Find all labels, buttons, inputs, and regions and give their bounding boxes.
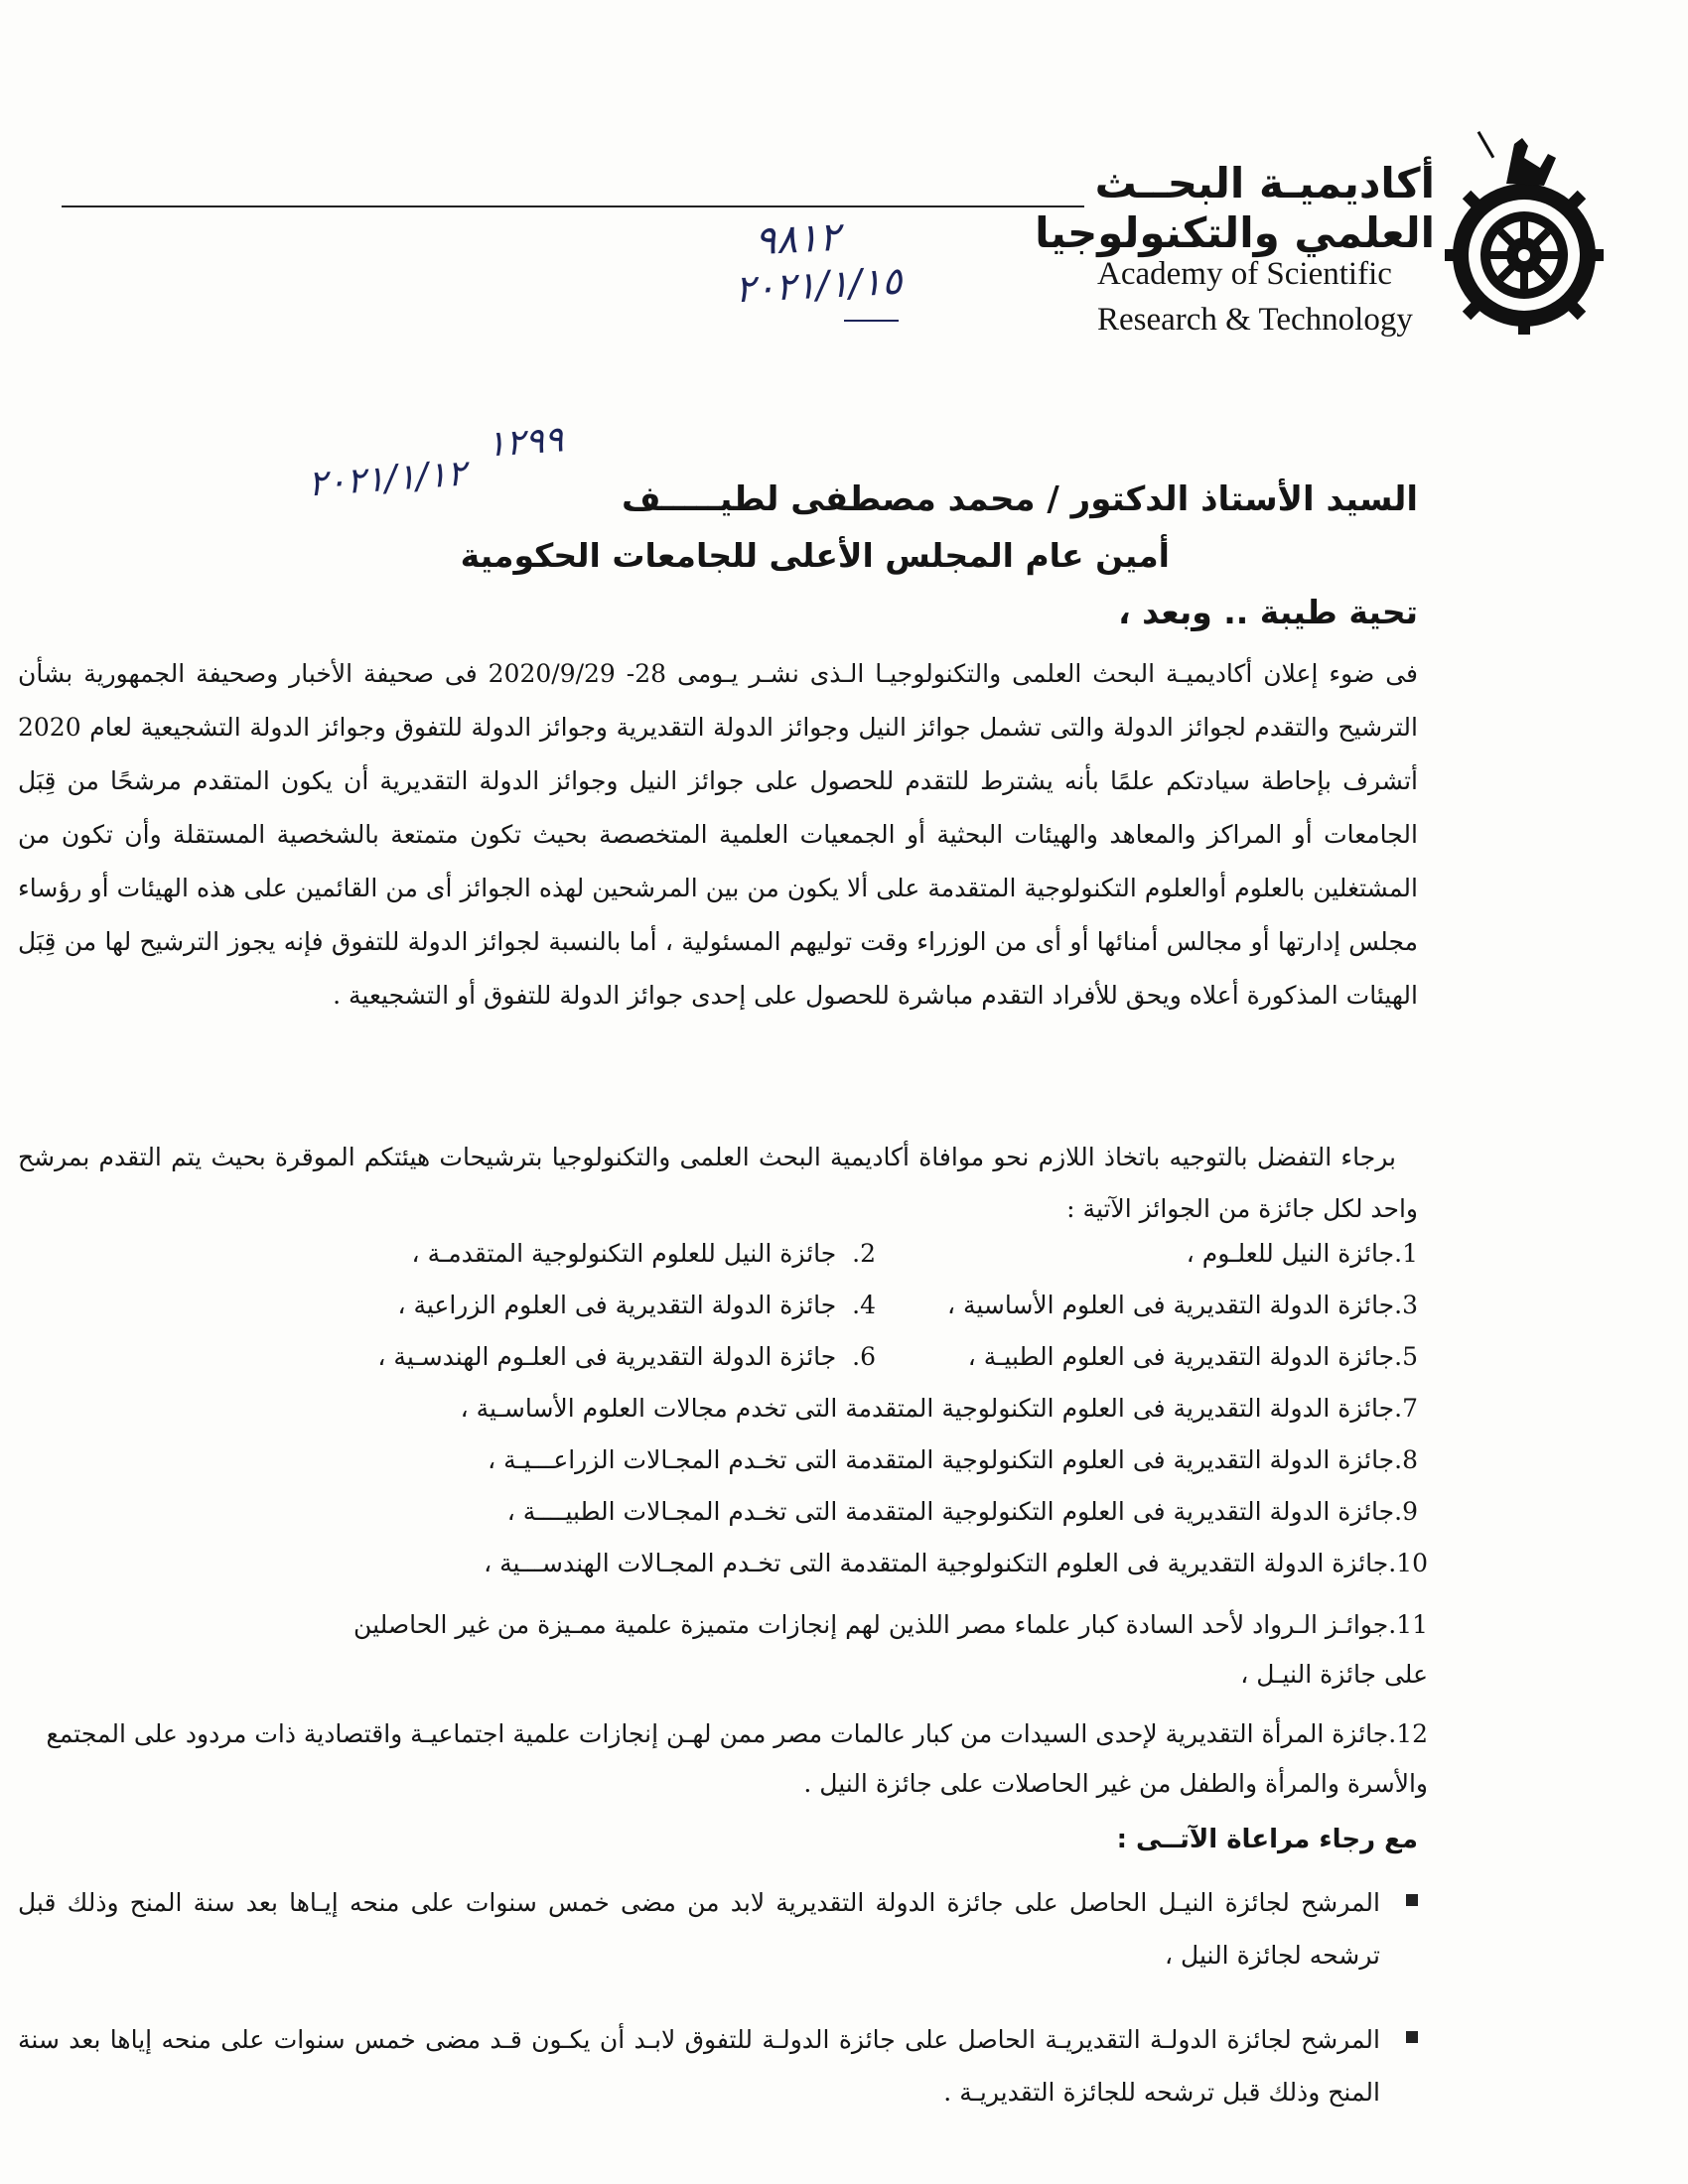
list-item (488, 1445, 1418, 1474)
list-item-text: جائزة النيل للعلوم التكنولوجية المتقدمـة ، (411, 1239, 837, 1268)
list-item-number: 6. (852, 1342, 876, 1371)
list-item-text: جائزة الدولة التقديرية فى العلوم التكنولوجية المتقدمة التى تخـدم المجـالات الهندســـية ، (484, 1549, 1389, 1577)
header-rule (62, 205, 1084, 207)
list-item (968, 1342, 1418, 1371)
list-item-text: جائزة الدولة التقديرية فى العلوم الطبيـة ، (967, 1342, 1395, 1371)
org-name-arabic-line2: العلمي والتكنولوجيا (1035, 208, 1435, 257)
list-item-number: 3. (1394, 1291, 1418, 1319)
list-item-text: جائزة النيل للعلـوم ، (1186, 1239, 1395, 1268)
list-item-text: جائزة الدولة التقديرية فى العلوم الزراعية ، (397, 1291, 837, 1319)
list-item-number: 2. (852, 1239, 876, 1268)
list-item-text: جائزة الدولة التقديرية فى العلوم التكنولوجية المتقدمة التى تخـدم المجـالات الطبيــــة ، (506, 1497, 1395, 1526)
list-item-number: 11. (1388, 1610, 1428, 1639)
list-item (18, 1709, 1428, 1809)
bullet-square-icon (1406, 1894, 1418, 1906)
list-item-number: 7. (1394, 1394, 1418, 1423)
list-item-text: جائزة الدولة التقديرية فى العلـوم الهندسـية ، (377, 1342, 837, 1371)
list-item-text: جائزة الدولة التقديرية فى العلوم التكنولوجية المتقدمة التى تخدم مجالات العلوم الأساسـية ، (460, 1394, 1395, 1423)
list-item-number: 10. (1388, 1549, 1428, 1577)
list-item (412, 1239, 876, 1268)
list-item (316, 1600, 1428, 1700)
greeting: تحية طيبة .. وبعد ، (1118, 593, 1418, 631)
bullet-square-icon (1406, 2031, 1418, 2043)
list-item (377, 1342, 876, 1371)
org-name-arabic-line1: أكاديميـة البحــث (1094, 159, 1435, 207)
list-item-number: 9. (1394, 1497, 1418, 1526)
addressee-title: أمين عام المجلس الأعلى للجامعات الحكومية (460, 536, 1170, 575)
note-item-text: المرشح لجائزة النيـل الحاصل على جائزة الدولة التقديرية لابد من مضى خمس سنوات على منحه إيـاها بعد سنة المنح وذلك قبل ترشحه لجائزة النيل ، (18, 1888, 1380, 1970)
handwritten-underline (844, 320, 899, 322)
list-item-number: 8. (1394, 1445, 1418, 1474)
note-item-text: المرشح لجائزة الدولـة التقديريـة الحاصل على جائزة الدولـة للتفوق لابـد أن يكـون قـد مضى خمس سنوات على منحه إياها بعد سنة المنح وذلك قبل ترشحه للجائزة التقديريـة . (18, 2025, 1380, 2107)
notes-heading: مع رجاء مراعاة الآتــى : (1116, 1825, 1418, 1854)
list-item-number: 4. (852, 1291, 876, 1319)
list-item-text: جائزة المرأة التقديرية لإحدى السيدات من كبار عالمات مصر ممن لهـن إنجازات علمية اجتماعيـة واقتصادية ذات مردود على المجتمع والأسرة والمرأة والطفل من غير الحاصلات على جائزة النيل . (46, 1719, 1428, 1798)
academy-gear-logo-icon (1445, 124, 1604, 338)
request-paragraph: برجاء التفضل بالتوجيه باتخاذ اللازم نحو موافاة أكاديمية البحث العلمى والتكنولوجيا بترشيحات هيئتكم الموقرة بحيث يتم التقدم بمرشح واحد لكل جائزة من الجوائز الآتية : (18, 1143, 1418, 1223)
body-paragraph: فى ضوء إعلان أكاديميـة البحث العلمى والتكنولوجيـا الـذى نشـر يـومى 28- 2020/9/29 فى صحيفة الأخبار وصحيفة الجمهورية بشأن الترشيح والتقدم لجوائز الدولة والتى تشمل جوائز النيل وجوائز الدولة التقديرية وجوائز الدولة للتفوق وجوائز الدولة التشجيعية لعام 2020 أتشرف بإحاطة سيادتكم علمًا بأنه يشترط للتقدم للحصول على جوائز النيل وجوائز الدولة التقديرية أن يكون المتقدم مرشحًا من قِبَل الجامعات أو المراكز والمعاهد والهيئات البحثية أو الجمعيات العلمية المتخصصة بحيث تكون متمتعة بالشخصية المستقلة وأن تكون من المشتغلين بالعلوم أوالعلوم التكنولوجية المتقدمة على ألا يكون من بين المرشحين لهذه الجوائز أى من القائمين على هذه الهيئات أو رؤساء مجلس إدارتها أو مجالس أمنائها أو أى من الوزراء وقت توليهم المسئولية ، أما بالنسبة لجوائز الدولة للتفوق فإنه يجوز الترشيح لها من قِبَل الهيئات المذكورة أعلاه ويحق للأفراد التقدم مباشرة للحصول على إحدى جوائز الدولة للتفوق أو التشجيعية . (18, 659, 1418, 1010)
list-item-text: جوائـز الـرواد لأحد السادة كبار علماء مصر اللذين لهم إنجازات متميزة علمية ممـيزة من غير الحاصلين على جائزة النيـل ، (353, 1610, 1428, 1689)
handwritten-outgoing-number: ١٢٩٩ (485, 419, 565, 466)
list-item-number: 12. (1388, 1719, 1428, 1748)
handwritten-reference-number: ٩٨١٢ (753, 213, 842, 265)
list-item (484, 1549, 1428, 1577)
list-item (397, 1291, 876, 1319)
handwritten-reference-date: ٢٠٢١/١/١٥ (733, 258, 904, 312)
org-name-english-line1: Academy of Scientific (1097, 256, 1392, 292)
list-item-text: جائزة الدولة التقديرية فى العلوم التكنولوجية المتقدمة التى تخـدم المجـالات الزراعـــيـة ، (488, 1445, 1395, 1474)
org-name-english-line2: Research & Technology (1097, 302, 1413, 338)
list-item (1187, 1239, 1418, 1268)
handwritten-outgoing-date: ٢٠٢١/١/١٢ (306, 453, 468, 505)
list-item (461, 1394, 1418, 1423)
list-item-number: 5. (1394, 1342, 1418, 1371)
note-item (18, 1876, 1418, 1981)
addressee-name: السيد الأستاذ الدكتور / محمد مصطفى لطيـــــف (622, 479, 1418, 519)
list-item (947, 1291, 1418, 1319)
list-item (507, 1497, 1418, 1526)
list-item-number: 1. (1394, 1239, 1418, 1268)
list-item-text: جائزة الدولة التقديرية فى العلوم الأساسية ، (946, 1291, 1395, 1319)
note-item (18, 2013, 1418, 2118)
